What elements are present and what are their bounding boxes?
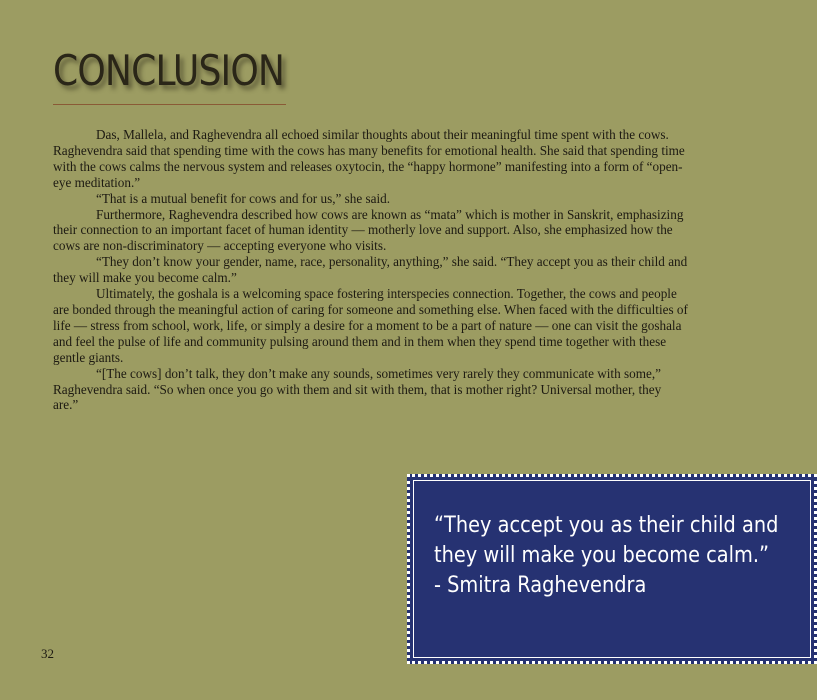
- body-paragraph: Ultimately, the goshala is a welcoming space fostering interspecies connection. Together, the cows and people are bonded through the meaningful action of caring for someone and something else. When faced with the difficulties of life — stress from school, work, life, or simply a desire for a moment to be a part of nature — one can visit the goshala and feel the pulse of life and community pulsing around them and in them when they spend time together with these gentle giants.: [53, 286, 688, 365]
- page-number: 32: [41, 646, 54, 661]
- pull-quote-line: they will make you become calm.”: [434, 543, 770, 568]
- pull-quote-attribution: - Smitra Raghevendra: [434, 573, 647, 598]
- pull-quote-box: [407, 474, 817, 664]
- pull-quote: [434, 511, 779, 601]
- body-paragraph: Furthermore, Raghevendra described how cows are known as “mata” which is mother in Sanskrit, emphasizing their connection to an important facet of human identity — motherly love and support. Also, she emphasized how the cows are non-discriminatory — accepting everyone who visits.: [53, 206, 684, 254]
- body-paragraph: “[The cows] don’t talk, they don’t make any sounds, sometimes very rarely they communicate with some,” Raghevendra said. “So when once you go with them and sit with them, that is mother right? Universal mother, they are.”: [53, 365, 662, 413]
- article-body: [53, 127, 688, 413]
- heading-underline: [53, 104, 286, 105]
- body-paragraph: Das, Mallela, and Raghevendra all echoed similar thoughts about their meaningful time spent with the cows. Raghevendra said that spending time with the cows has many benefits for emotional health. She said that spending time with the cows calms the nervous system and releases oxytocin, the “happy hormone” manifesting into a form of “open-eye meditation.”: [53, 127, 685, 190]
- body-paragraph: “That is a mutual benefit for cows and for us,” she said.: [96, 190, 391, 206]
- section-heading: CONCLUSION: [53, 46, 285, 95]
- body-paragraph: “They don’t know your gender, name, race, personality, anything,” she said. “They accept you as their child and they will make you become calm.”: [53, 254, 688, 286]
- pull-quote-line: “They accept you as their child and: [434, 513, 779, 538]
